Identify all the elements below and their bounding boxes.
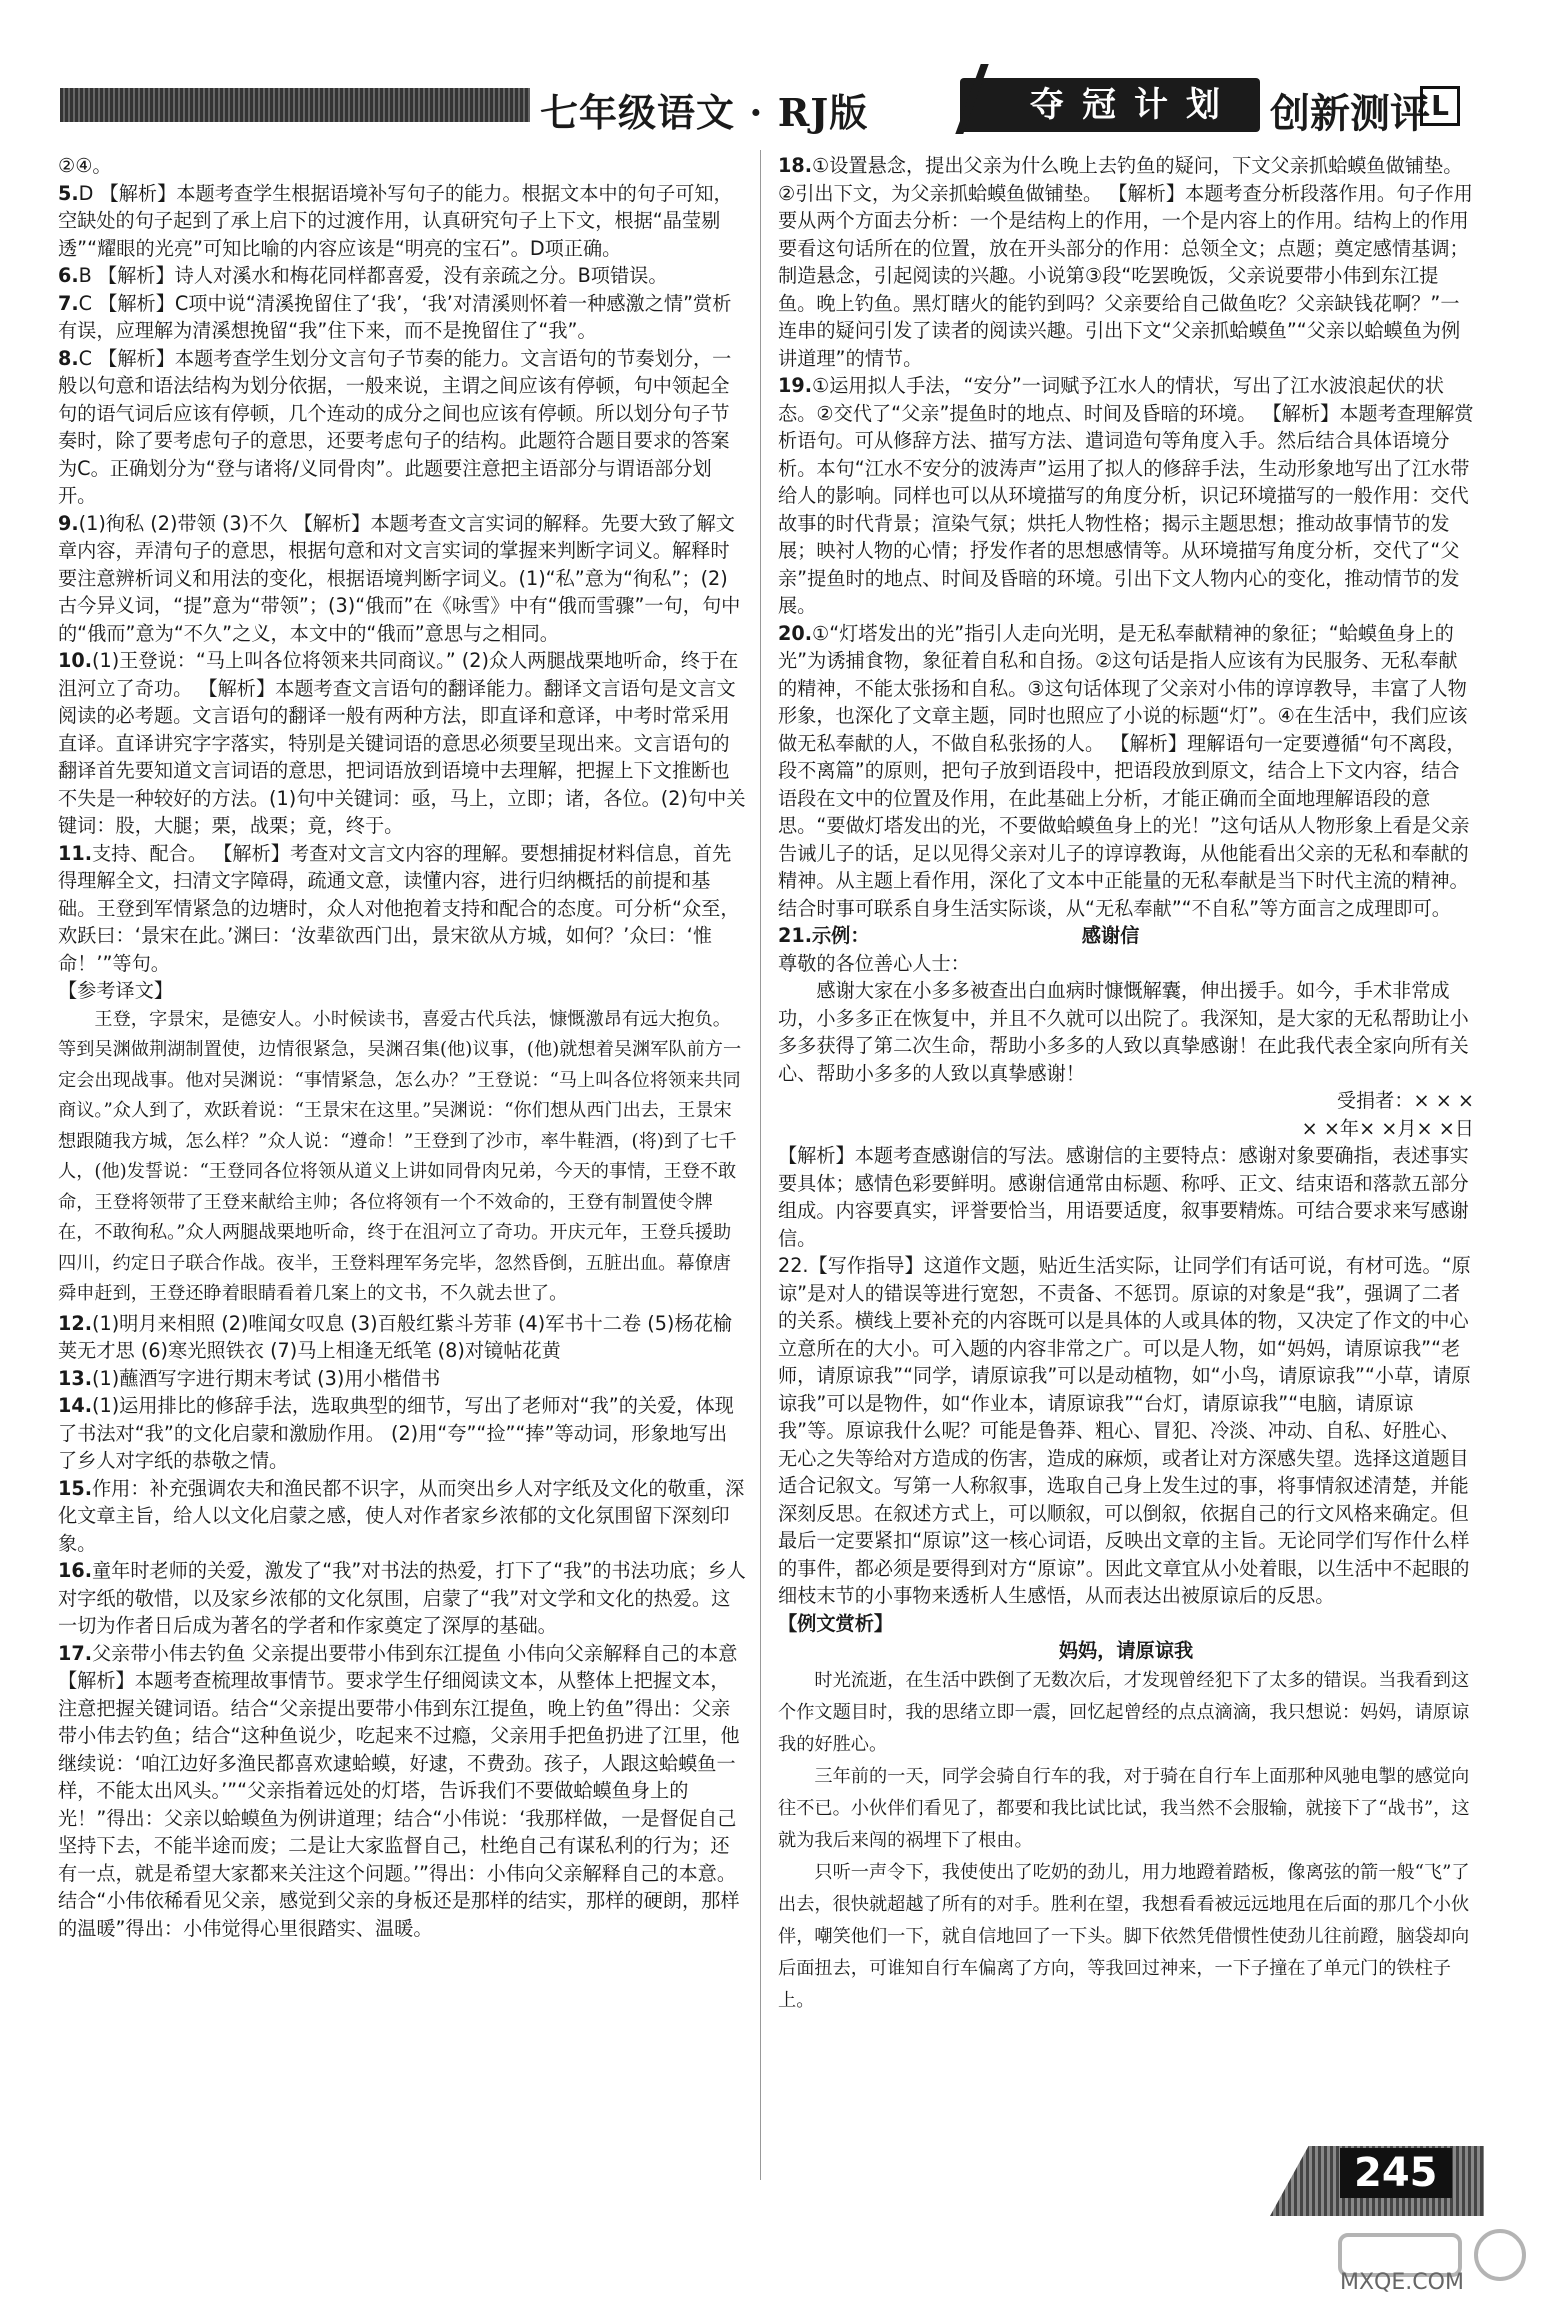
answer-item (58, 510, 746, 648)
essay-title: 妈妈，请原谅我 (1058, 1639, 1194, 1662)
answer-22: 22.【写作指导】这道作文题，贴近生活实际，让同学们有话可说，有材可选。“原谅”是对人的错误等进行宽恕，不责备、不惩罚。原谅的对象是“我”，强调了二者的关系。横线上要补充的内容既可以是具体的人或具体的物，又决定了作文的中心立意所在的大小。可入题的内容非常之广。可以是人物，如“妈妈，请原谅我”“老师，请原谅我”“同学，请原谅我”可以是动植物，如“小鸟，请原谅我”“小草，请原谅我”可以是物件，如“作业本，请原谅我”“台灯，请原谅我”“电脑，请原谅我”等。原谅我什么呢？可能是鲁莽、粗心、冒犯、冷淡、冲动、自私、好胜心、无心之失等给对方造成的伤害，造成的麻烦，或者让对方深感失望。选择这道题目适合记叙文。写第一人称叙事，选取自己身上发生过的事，将事情叙述清楚，并能深刻反思。在叙述方式上，可以顺叙，可以倒叙，依据自己的行文风格来确定。但最后一定要紧扣“原谅”这一核心词语，反映出文章的主旨。无论同学们写作什么样的事件，都必须是要得到对方“原谅”。因此文章宜从小处着眼，以生活中不起眼的细枝末节的小事物来透析人生感悟，从而表达出被原谅后的反思。 (778, 1254, 1471, 1607)
page-header (60, 78, 1449, 140)
answer-text: (1)王登说：“马上叫各位将领来共同商议。” (2)众人两腿战栗地听命，终于在沮河立了奇功。 【解析】本题考查文言语句的翻译能力。翻译文言语句是文言文阅读的必考题。文言语句的翻译一般有两种方法，即直译和意译，中考时常采用直译。直译讲究字字落实，特别是关键词语的意思必须要呈现出来。文言语句的翻译首先要知道文言词语的意思，把词语放到语境中去理解，把握上下文推断也不失是一种较好的方法。(1)句中关键词：亟，马上，立即；诸，各位。(2)句中关键词：股，大腿；栗，战栗；竟，终于。 (58, 649, 746, 837)
letter-date: × ×年× ×月× ×日 (1301, 1116, 1474, 1140)
answer-item (58, 180, 746, 263)
question-number: 20. (778, 621, 812, 645)
answer-item (58, 1392, 746, 1475)
question-number: 17. (58, 1641, 92, 1665)
answer-item (778, 152, 1474, 372)
essay-paragraph: 时光流逝，在生活中跌倒了无数次后，才发现曾经犯下了太多的错误。当我看到这个作文题目时，我的思绪立即一震，回忆起曾经的点点滴滴，我只想说：妈妈，请原谅我的好胜心。 (778, 1669, 1470, 1755)
question-number: 18. (778, 154, 812, 177)
answer-item (778, 372, 1474, 620)
answer-text: (1)徇私 (2)带领 (3)不久 【解析】本题考查文言实词的解释。先要大致了解文章内容，弄清句子的意思，根据句意和对文言实词的掌握来判断字词义。解释时要注意辨析词义和用法的变化，根据语境判断字词义。(1)“私”意为“徇私”；(2)古今异义词，“提”意为“带领”；(3)“俄而”在《咏雪》中有“俄而雪骤”一句，句中的“俄而”意为“不久”之义，本文中的“俄而”意思与之相同。 (58, 511, 741, 645)
series-mark-icon: L (1420, 86, 1460, 126)
letter-label: 21.示例： (778, 924, 870, 947)
brand-logo-text: 夺冠计划 (1030, 85, 1238, 125)
letter-greeting: 尊敬的各位善心人士： (778, 951, 970, 975)
answer-21 (778, 922, 1474, 1252)
letter-title: 感谢信 (1081, 924, 1140, 947)
answer-item (58, 647, 746, 840)
answer-item (58, 152, 746, 180)
answer-list-left-2 (58, 1310, 746, 1943)
page-number: 245 (1340, 2148, 1452, 2198)
question-number: 8. (58, 346, 79, 370)
answer-text: (1)蘸酒写字进行期末考试 (3)用小楷借书 (92, 1366, 441, 1390)
answer-item (58, 1475, 746, 1558)
question-number: 13. (58, 1366, 92, 1390)
question-number: 14. (58, 1394, 92, 1417)
answer-item (58, 1640, 746, 1943)
answer-item (58, 345, 746, 510)
answer-text: C 【解析】C项中说“清溪挽留住了‘我’，‘我’对清溪则怀着一种感激之情”赏析有误，应理解为清溪想挽留“我”住下来，而不是挽留住了“我”。 (58, 291, 732, 342)
answer-text: (1)运用排比的修辞手法，选取典型的细节，写出了老师对“我”的关爱，体现了书法对“我”的文化启蒙和激励作用。 (2)用“夸”“捡”“捧”等动词，形象地写出了乡人对字纸的恭敬之情。 (58, 1394, 734, 1472)
answer-text: ①设置悬念，提出父亲为什么晚上去钓鱼的疑问，下文父亲抓蛤蟆鱼做铺垫。②引出下文，为父亲抓蛤蟆鱼做铺垫。 【解析】本题考查分析段落作用。句子作用要从两个方面去分析：一个是结构上的作用，一个是内容上的作用。结构上的作用要看这句话所在的位置，放在开头部分的作用：总领全文；点题；奠定感情基调；制造悬念，引起阅读的兴趣。小说第③段“吃罢晚饭，父亲说要带小伟到东江提鱼。晚上钓鱼。黑灯瞎火的能钓到吗？父亲要给自己做鱼吃？父亲缺钱花啊？”一连串的疑问引发了读者的阅读兴趣。引出下文“父亲抓蛤蟆鱼”“父亲以蛤蟆鱼为例讲道理”的情节。 (778, 154, 1473, 370)
translation-paragraph: 王登，字景宋，是德安人。小时候读书，喜爱古代兵法，慷慨激昂有远大抱负。等到吴渊做荆湖制置使，边情很紧急，吴渊召集(他)议事，(他)就想着吴渊军队前方一定会出现战事。他对吴渊说：“事情紧急，怎么办？”王登说：“马上叫各位将领来共同商议。”众人到了，欢跃着说：“王景宋在这里。”吴渊说：“你们想从西门出去，王景宋想跟随我方城，怎么样？”众人说：“遵命！”王登到了沙市，率牛鞋酒，(将)到了七千人，(他)发誓说：“王登同各位将领从道义上讲如同骨肉兄弟，今天的事情，王登不敢命，王登将领带了王登来献给主帅；各位将领有一个不效命的，王登有制置使令牌在，不敢徇私。”众人两腿战栗地听命，终于在沮河立了奇功。开庆元年，王登兵援助四川，约定日子联合作战。夜半，王登料理军务完毕，忽然昏倒，五脏出血。幕僚唐舜申赶到，王登还睁着眼睛看着几案上的文书，不久就去世了。 (58, 1008, 742, 1304)
book-title: 七年级语文 · RJ版 (540, 90, 869, 135)
answer-item (58, 977, 746, 1005)
answer-text: C 【解析】本题考查学生划分文言句子节奏的能力。文言语句的节奏划分，一般以句意和语法结构为划分依据，一般来说，主谓之间应该有停顿，句中领起全句的语气词后应该有停顿，几个连动的成分之间也应该有停顿。所以划分句子节奏时，除了要考虑句子的意思，还要考虑句子的结构。此题符合题目要求的答案为C。正确划分为“登与诸将/义同骨肉”。此题要注意把主语部分与谓语部分划开。 (58, 346, 732, 507)
question-number: 19. (778, 374, 812, 397)
question-number: 12. (58, 1311, 92, 1335)
answer-item (58, 1365, 746, 1393)
question-number: 5. (58, 181, 79, 205)
reference-translation (58, 1005, 746, 1310)
answer-item (58, 840, 746, 978)
question-number: 15. (58, 1476, 92, 1500)
letter-sign: 受捐者：× × × (1336, 1089, 1474, 1112)
essay-paragraph: 三年前的一天，同学会骑自行车的我，对于骑在自行车上面那种风驰电掣的感觉向往不已。小伙伴们看见了，都要和我比试比试，我当然不会服输，就接下了“战书”，这就为我后来闯的祸埋下了根由。 (778, 1765, 1470, 1851)
answer-text: ②④。 (58, 154, 112, 177)
answer-text: 作用：补充强调农夫和渔民都不识字，从而突出乡人对字纸及文化的敬重，深化文章主旨，给人以文化启蒙之感，使人对作者家乡浓郁的文化氛围留下深刻印象。 (58, 1476, 745, 1555)
answer-list-right (778, 152, 1474, 922)
answer-item (58, 1557, 746, 1640)
question-number: 7. (58, 291, 79, 315)
answer-item (778, 620, 1474, 923)
answer-text: (1)明月来相照 (2)唯闻女叹息 (3)百般红紫斗芳菲 (4)军书十二卷 (5)杨花榆荚无才思 (6)寒光照铁衣 (7)马上相逢无纸笔 (8)对镜帖花黄 (58, 1311, 732, 1362)
question-number: 6. (58, 264, 79, 287)
answer-item (58, 290, 746, 345)
answer-text: 【参考译文】 (58, 979, 174, 1002)
header-decor-bar (60, 88, 530, 122)
answer-text: 支持、配合。 【解析】考查对文言文内容的理解。要想捕捉材料信息，首先得理解全文，扫清文字障碍，疏通文意，读懂内容，进行归纳概括的前提和基础。王登到军情紧急的边塘时，众人对他抱着支持和配合的态度。可分析“众至，欢跃曰：‘景宋在此。’渊曰：‘汝辈欲西门出，景宋欲从方城，如何？’众曰：‘惟命！’”等句。 (58, 841, 740, 975)
watermark-text: MXQE.COM (1340, 2270, 1464, 2295)
left-column (58, 152, 746, 1942)
example-essay (778, 1665, 1474, 2017)
question-number: 16. (58, 1559, 92, 1582)
question-number: 11. (58, 841, 92, 865)
question-number: 9. (58, 511, 79, 535)
answer-text: 童年时老师的关爱，激发了“我”对书法的热爱，打下了“我”的书法功底；乡人对字纸的敬惜，以及家乡浓郁的文化氛围，启蒙了“我”对文学和文化的热爱。这一切为作者日后成为著名的学者和作家奠定了深厚的基础。 (58, 1559, 746, 1637)
example-label: 【例文赏析】 (778, 1611, 894, 1635)
brand-logo (960, 78, 1260, 132)
letter-body: 感谢大家在小多多被查出白血病时慷慨解囊，伸出援手。如今，手术非常成功，小多多正在恢复中，并且不久就可以出院了。我深知，是大家的无私帮助让小多多获得了第二次生命，帮助小多多的人致以真挚感谢！在此我代表全家向所有关心、帮助小多多的人致以真挚感谢！ (778, 979, 1469, 1085)
series-subtitle: 创新测评 (1270, 90, 1430, 137)
answer-list-left (58, 152, 746, 1005)
answer-item (58, 1310, 746, 1365)
answer-text: 父亲带小伟去钓鱼 父亲提出要带小伟到东江提鱼 小伟向父亲解释自己的本意 【解析】本题考查梳理故事情节。要求学生仔细阅读文本，从整体上把握文本，注意把握关键词语。结合“父亲提出要带小伟到东江提鱼，晚上钓鱼”得出：父亲带小伟去钓鱼；结合“这种鱼说少，吃起来不过瘾，父亲用手把鱼扔进了江里，他继续说：‘咱江边好多渔民都喜欢逮蛤蟆，好逮，不费劲。孩子，人跟这蛤蟆鱼一样，不能太出风头。’”“父亲指着远处的灯塔，告诉我们不要做蛤蟆鱼身上的光！”得出：父亲以蛤蟆鱼为例讲道理；结合“小伟说：‘我那样做，一是督促自己坚持下去，不能半途而废；二是让大家监督自己，杜绝自己有谋私利的行为；还有一点，就是希望大家都来关注这个问题。’”得出：小伟向父亲解释自己的本意。结合“小伟依稀看见父亲，感觉到父亲的身板还是那样的结实，那样的硬朗，那样的温暖”得出：小伟觉得心里很踏实、温暖。 (58, 1641, 740, 1940)
answer-text: B 【解析】诗人对溪水和梅花同样都喜爱，没有亲疏之分。B项错误。 (78, 264, 668, 287)
letter-analysis: 【解析】本题考查感谢信的写法。感谢信的主要特点：感谢对象要确指，表述事实要具体；感情色彩要鲜明。感谢信通常由标题、称呼、正文、结束语和落款五部分组成。内容要真实，评誉要恰当，用语要适度，叙事要精炼。可结合要求来写感谢信。 (778, 1144, 1469, 1250)
column-divider (760, 150, 761, 2180)
answer-item (58, 262, 746, 290)
question-number: 10. (58, 649, 92, 672)
answer-text: ①运用拟人手法，“安分”一词赋予江水人的情状，写出了江水波浪起伏的状态。②交代了“父亲”提鱼时的地点、时间及昏暗的环境。 【解析】本题考查理解赏析语句。可从修辞方法、描写方法、遣词造句等角度入手。然后结合具体语境分析。本句“江水不安分的波涛声”运用了拟人的修辞手法，生动形象地写出了江水带给人的影响。同样也可以从环境描写的角度分析，识记环境描写的一般作用：交代故事的时代背景；渲染气氛；烘托人物性格；揭示主题思想；推动故事情节的发展；映衬人物的心情；抒发作者的思想感情等。从环境描写角度分析，交代了“父亲”提鱼时的地点、时间及昏暗的环境。引出下文人物内心的变化，推动情节的发展。 (778, 374, 1474, 617)
answer-text: D 【解析】本题考查学生根据语境补写句子的能力。根据文本中的句子可知，空缺处的句子起到了承上启下的过渡作用，认真研究句子上下文，根据“晶莹剔透”“耀眼的光亮”可知比喻的内容应该是“明亮的宝石”。D项正确。 (58, 181, 733, 260)
right-column (778, 152, 1474, 2017)
essay-paragraph: 只听一声令下，我使使出了吃奶的劲儿，用力地蹬着踏板，像离弦的箭一般“飞”了出去，很快就超越了所有的对手。胜利在望，我想看看被远远地甩在后面的那几个小伙伴，嘲笑他们一下，就自信地回了一下头。脚下依然凭借惯性使劲儿往前蹬，脑袋却向后面扭去，可谁知自行车偏离了方向，等我回过神来，一下子撞在了单元门的铁柱子上。 (778, 1861, 1470, 2011)
answer-text: ①“灯塔发出的光”指引人走向光明，是无私奉献精神的象征；“蛤蟆鱼身上的光”为诱捕食物，象征着自私和自扬。②这句话是指人应该有为民服务、无私奉献的精神，不能太张扬和自私。③这句话体现了父亲对小伟的谆谆教导，丰富了人物形象，也深化了文章主题，同时也照应了小说的标题“灯”。④在生活中，我们应该做无私奉献的人，不做自私张扬的人。 【解析】理解语句一定要遵循“句不离段，段不离篇”的原则，把句子放到语段中，把语段放到原文，结合上下文内容，结合语段在文中的位置及作用，在此基础上分析，才能正确而全面地理解语段的意思。“要做灯塔发出的光，不要做蛤蟆鱼身上的光！”这句话从人物形象上看是父亲告诫儿子的话，足以见得父亲对儿子的谆谆教诲，从他能看出父亲的无私和奉献的精神。从主题上看作用，深化了文本中正能量的无私奉献是当下时代主流的精神。结合时事可联系自身生活实际谈，从“无私奉献”“不自私”等方面言之成理即可。 (778, 621, 1470, 920)
